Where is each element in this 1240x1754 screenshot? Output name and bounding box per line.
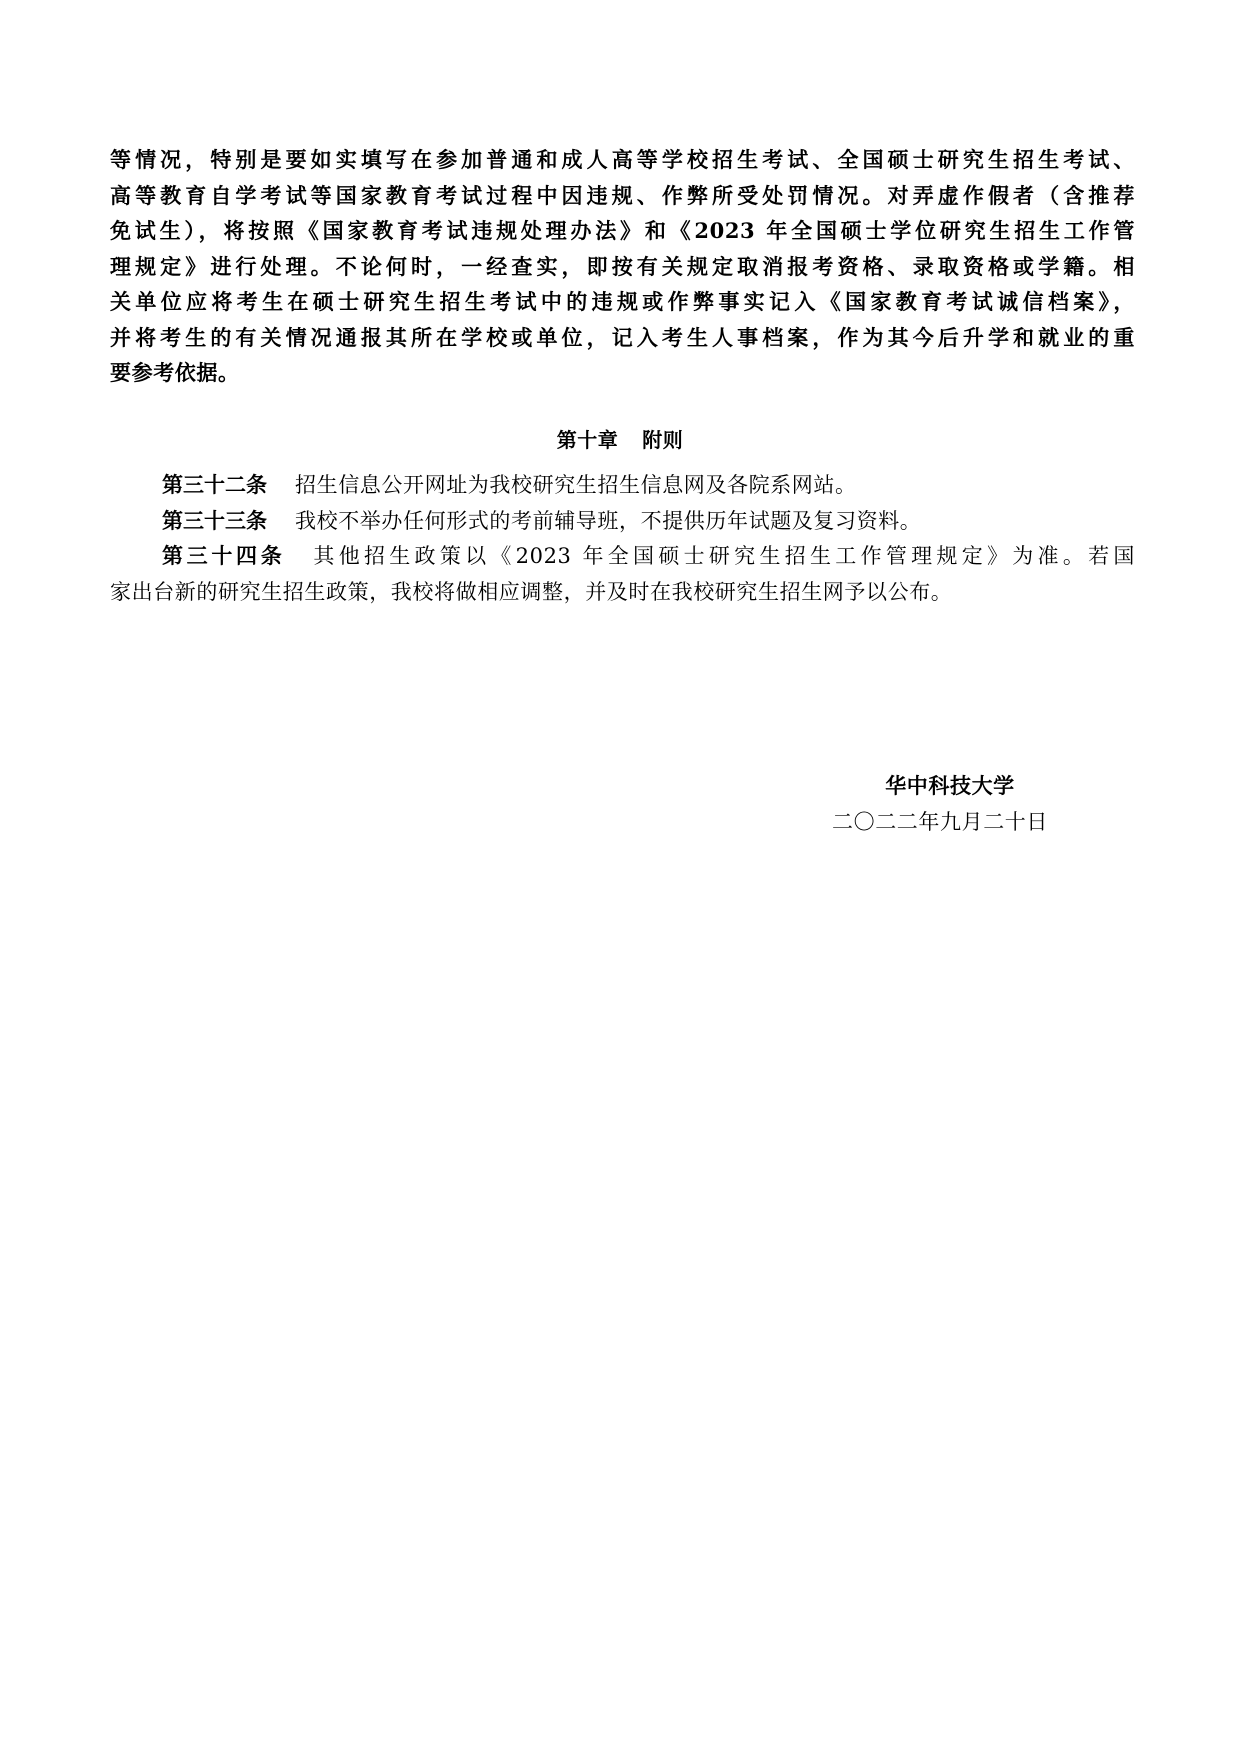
chapter-title: 附则 [642, 428, 684, 452]
paragraph-line: 要参考依据。 [110, 360, 240, 385]
signing-organization: 华中科技大学 [885, 773, 1015, 798]
signing-date: 二〇二二年九月二十日 [832, 810, 1048, 834]
paragraph-line: 理规定》进行处理。不论何时，一经查实，即按有关规定取消报考资格、录取资格或学籍。相 [110, 253, 1135, 279]
paragraph-line: 关单位应将考生在硕士研究生招生考试中的违规或作弊事实记入《国家教育考试诚信档案》， [110, 289, 1135, 314]
article-text: 招生信息公开网址为我校研究生招生信息网及各院系网站。 [295, 473, 857, 497]
article-34-continued [110, 575, 1135, 611]
chapter-heading [0, 425, 1240, 455]
article-text: 其他招生政策以《2023 年全国硕士研究生招生工作管理规定》为准。若国 [313, 544, 1136, 568]
article-34 [110, 539, 1135, 575]
paragraph-line: 并将考生的有关情况通报其所在学校或单位，记入考生人事档案，作为其今后升学和就业的重 [110, 324, 1135, 350]
signature-block [820, 768, 1080, 840]
article-33 [110, 504, 1135, 540]
paragraph-line: 等情况，特别是要如实填写在参加普通和成人高等学校招生考试、全国硕士研究生招生考试、 [110, 147, 1135, 172]
continued-paragraph [110, 142, 1135, 391]
article-text: 我校不举办任何形式的考前辅导班，不提供历年试题及复习资料。 [295, 508, 922, 533]
article-label: 第三十二条 [162, 473, 267, 497]
article-list [110, 468, 1135, 610]
article-32 [110, 468, 1135, 504]
article-text: 家出台新的研究生招生政策，我校将做相应调整，并及时在我校研究生招生网予以公布。 [110, 579, 953, 604]
chapter-number: 第十章 [556, 428, 619, 452]
paragraph-line: 高等教育自学考试等国家教育考试过程中因违规、作弊所受处罚情况。对弄虚作假者（含推荐 [110, 182, 1135, 208]
article-label: 第三十三条 [162, 508, 267, 533]
paragraph-line: 免试生），将按照《国家教育考试违规处理办法》和《2023 年全国硕士学位研究生招生工作管 [110, 218, 1135, 243]
article-label: 第三十四条 [162, 544, 286, 568]
